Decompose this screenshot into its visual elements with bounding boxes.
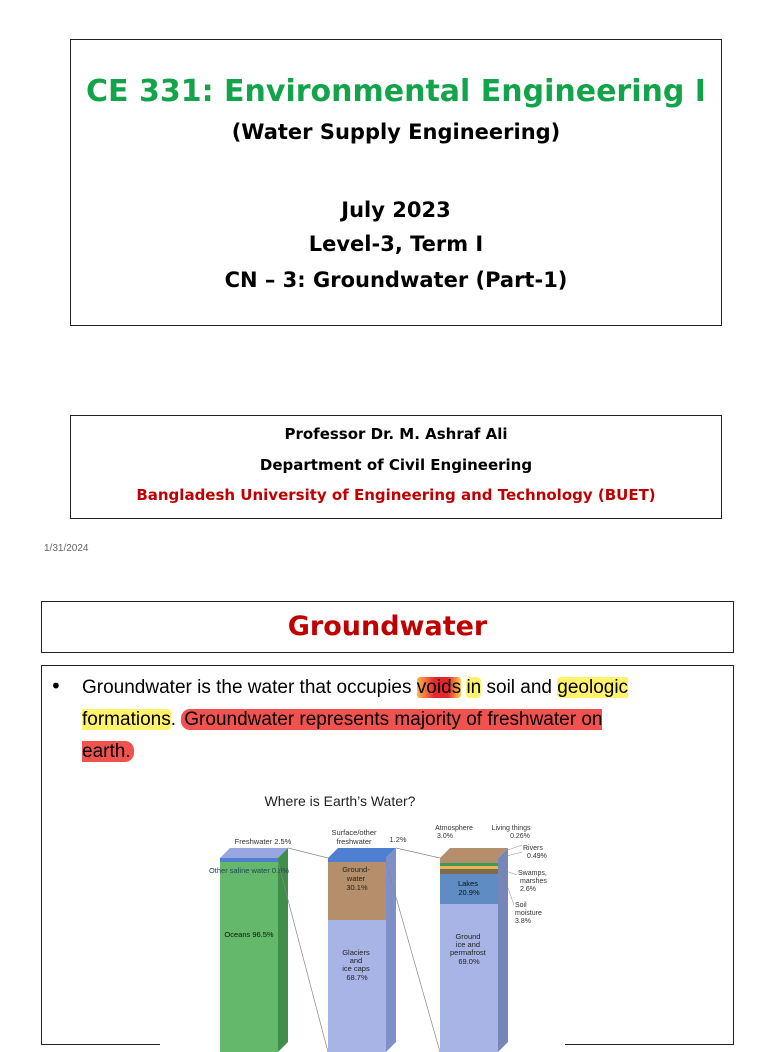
col3-atmosphere-band bbox=[440, 858, 498, 863]
col3-living-band bbox=[440, 863, 498, 866]
atmosphere-label: Atmosphere 3.0% bbox=[435, 825, 473, 840]
glaciers-label: Glaciers and ice caps 68.7% bbox=[342, 948, 370, 982]
author-name: Professor Dr. M. Ashraf Ali bbox=[284, 425, 508, 443]
swamps-label: Swamps, marshes 2.6% bbox=[518, 870, 547, 893]
author-box bbox=[70, 415, 722, 519]
earth-water-diagram bbox=[160, 762, 565, 1052]
column-total-water bbox=[209, 837, 292, 1052]
slide-date: 1/31/2024 bbox=[44, 543, 89, 554]
bullet-text-part2: soil and bbox=[481, 677, 558, 698]
slide-title-box bbox=[41, 601, 734, 653]
bullet-text-part1: Groundwater is the water that occupies bbox=[82, 677, 417, 698]
surface-freshwater-label-a: Surface/other bbox=[331, 828, 377, 837]
course-title: CE 331: Environmental Engineering I bbox=[86, 74, 706, 109]
highlight-groundwater-majority: Groundwater represents majority of freshwater on earth. bbox=[82, 709, 603, 762]
highlight-geologic: geologic formations bbox=[82, 677, 629, 730]
highlight-in: in bbox=[466, 677, 482, 698]
soil-moisture-label: Soil moisture 3.8% bbox=[515, 902, 542, 925]
figure-title: Where is Earth’s Water? bbox=[264, 793, 416, 809]
groundwater-label: Ground- water 30.1% bbox=[342, 865, 370, 892]
rivers-label: Rivers 0.49% bbox=[523, 845, 547, 860]
bullet-period: . bbox=[170, 709, 182, 730]
lakes-label: Lakes 20.9% bbox=[457, 879, 480, 897]
course-subtitle: (Water Supply Engineering) bbox=[231, 120, 561, 144]
col3-side-face bbox=[498, 848, 508, 1052]
col2-glaciers-bar bbox=[328, 920, 386, 1052]
author-department: Department of Civil Engineering bbox=[259, 456, 533, 474]
bullet-text bbox=[82, 672, 642, 768]
bullet-marker: • bbox=[50, 674, 62, 698]
col2-top-face bbox=[328, 848, 396, 858]
title-slide-box bbox=[70, 39, 722, 326]
highlight-voids: voids bbox=[416, 677, 462, 698]
column-surface-freshwater bbox=[435, 825, 549, 1052]
level-term: Level-3, Term I bbox=[308, 232, 484, 256]
surface-freshwater-pct: 1.2% bbox=[389, 835, 407, 844]
freshwater-label: Freshwater 2.5% bbox=[234, 837, 292, 846]
term-date: July 2023 bbox=[341, 198, 451, 222]
col1-side-face bbox=[278, 848, 288, 1052]
col3-top-face bbox=[440, 848, 508, 858]
col1-top-face bbox=[220, 848, 288, 858]
slide-content-box bbox=[41, 665, 734, 1045]
surface-freshwater-label-b: freshwater bbox=[336, 837, 372, 846]
slide-title: Groundwater bbox=[287, 611, 488, 642]
col3-rivers-band bbox=[440, 866, 498, 869]
col2-surface-band bbox=[328, 858, 386, 862]
lecture-topic: CN – 3: Groundwater (Part-1) bbox=[224, 268, 568, 292]
connector-line bbox=[288, 848, 328, 858]
ground-ice-label: Ground ice and permafrost 69.0% bbox=[450, 932, 486, 966]
author-university: Bangladesh University of Engineering and Technology (BUET) bbox=[136, 486, 656, 504]
col3-ground-ice-bar bbox=[440, 904, 498, 1052]
col1-freshwater-band bbox=[220, 858, 278, 862]
connector-line bbox=[396, 848, 440, 858]
living-things-label: Living things 0.26% bbox=[491, 825, 531, 840]
other-saline-label: Other saline water 0.9% bbox=[208, 866, 290, 875]
col3-swamps-band bbox=[440, 869, 498, 874]
leader-line bbox=[508, 845, 522, 850]
column-freshwater bbox=[328, 828, 407, 1052]
oceans-label: Oceans 96.5% bbox=[224, 930, 274, 939]
